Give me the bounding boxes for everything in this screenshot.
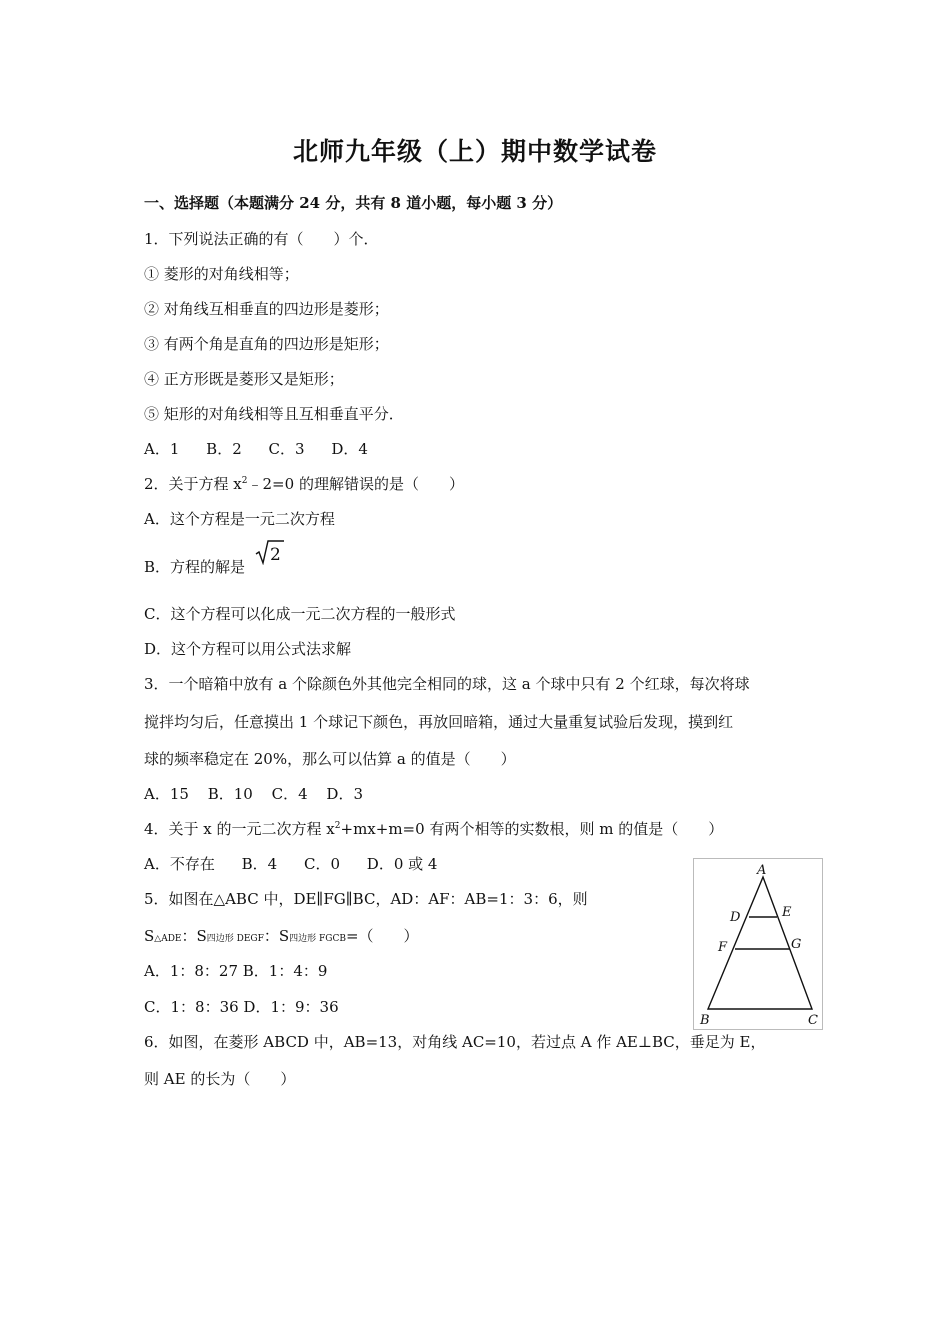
- q3-line-2: 搅拌均匀后，任意摸出 1 个球记下颜色，再放回暗箱，通过大量重复试验后发现，摸到红: [144, 713, 734, 731]
- q1-option-a: A．1: [144, 440, 180, 458]
- q3-option-a: A．15: [144, 785, 189, 803]
- q2-stem: [144, 473, 464, 495]
- q3-options: [144, 783, 363, 805]
- label-b: B: [700, 1013, 710, 1028]
- q1-item-1: ① 菱形的对角线相等；: [144, 265, 299, 283]
- q5-line-1: 5．如图在△ABC 中，DE∥FG∥BC，AD：AF：AB=1：3：6，则: [144, 890, 588, 908]
- q4-option-b: B．4: [241, 855, 278, 873]
- q4-option-a: A．不存在: [144, 855, 215, 873]
- q5-area-ratio: [144, 925, 419, 950]
- q2-option-c: C．这个方程可以化成一元二次方程的一般形式: [144, 605, 456, 623]
- q3-line-3: 球的频率稳定在 20%，那么可以估算 a 的值是（ ）: [144, 750, 516, 768]
- q6-line-1: 6．如图，在菱形 ABCD 中，AB=13，对角线 AC=10，若过点 A 作 AE⊥BC，垂足为 E，: [144, 1033, 766, 1051]
- label-e: E: [782, 905, 792, 920]
- q1-item-3: ③ 有两个角是直角的四边形是矩形；: [144, 335, 389, 353]
- q1-item-5: ⑤ 矩形的对角线相等且互相垂直平分．: [144, 405, 404, 423]
- q1-item-4: ④ 正方形既是菱形又是矩形；: [144, 370, 344, 388]
- label-a: A: [757, 863, 767, 878]
- q5-options-ab: A．1：8：27 B．1：4：9: [144, 962, 328, 980]
- q6-line-2: 则 AE 的长为（ ）: [144, 1070, 296, 1088]
- q3-option-d: D．3: [326, 785, 363, 803]
- area-separator: ：S: [181, 927, 207, 945]
- sqrt-radicand: 2: [270, 545, 281, 565]
- q2-stem-pre: 2．关于方程 x: [144, 475, 242, 493]
- q1-item-2: ② 对角线互相垂直的四边形是菱形；: [144, 300, 389, 318]
- q4-option-d: D．0 或 4: [366, 855, 438, 873]
- q2-option-a: A．这个方程是一元二次方程: [144, 510, 335, 528]
- q3-line-1: 3．一个暗箱中放有 a 个除颜色外其他完全相同的球，这 a 个球中只有 2 个红球，每次将球: [144, 675, 750, 693]
- sqrt-two-formula: [255, 539, 285, 565]
- q2-stem-post: ﹣2=0 的理解错误的是（ ）: [247, 475, 464, 493]
- area-subscript-degf: 四边形 DEGF: [206, 934, 264, 944]
- q4-stem-post: +mx+m=0 有两个相等的实数根，则 m 的值是（ ）: [340, 820, 724, 838]
- area-separator: ：S: [263, 927, 290, 945]
- q3-option-c: C．4: [271, 785, 308, 803]
- area-subscript-ade: △ADE: [154, 934, 182, 944]
- label-g: G: [791, 937, 802, 952]
- q3-option-b: B．10: [207, 785, 253, 803]
- q4-options: [144, 853, 437, 875]
- q5-blank: =（ ）: [345, 927, 419, 945]
- q4-stem-pre: 4．关于 x 的一元二次方程 x: [144, 820, 335, 838]
- label-d: D: [730, 910, 741, 925]
- q1-options: [144, 438, 368, 460]
- area-symbol: S: [144, 927, 155, 945]
- page-title: 北师九年级（上）期中数学试卷: [292, 137, 657, 166]
- q5-options-cd: C．1：8：36 D．1：9：36: [144, 998, 339, 1016]
- q2-option-d: D．这个方程可以用公式法求解: [144, 640, 352, 658]
- label-f: F: [718, 940, 728, 955]
- q4-stem: [144, 818, 723, 840]
- label-c: C: [808, 1013, 818, 1028]
- q1-option-b: B．2: [206, 440, 242, 458]
- q1-stem: 1．下列说法正确的有（ ）个．: [144, 230, 379, 248]
- section-heading: 一、选择题（本题满分 24 分，共有 8 道小题，每小题 3 分）: [144, 194, 563, 212]
- q4-option-c: C．0: [303, 855, 341, 873]
- q2-exponent: 2: [241, 476, 248, 486]
- q4-exponent: 2: [334, 821, 341, 831]
- triangle-figure: [693, 858, 823, 1030]
- q1-option-c: C．3: [268, 440, 305, 458]
- q1-option-d: D．4: [331, 440, 368, 458]
- area-subscript-fgcb: 四边形 FGCB: [289, 934, 346, 944]
- q2-option-b: B．方程的解是: [144, 558, 246, 576]
